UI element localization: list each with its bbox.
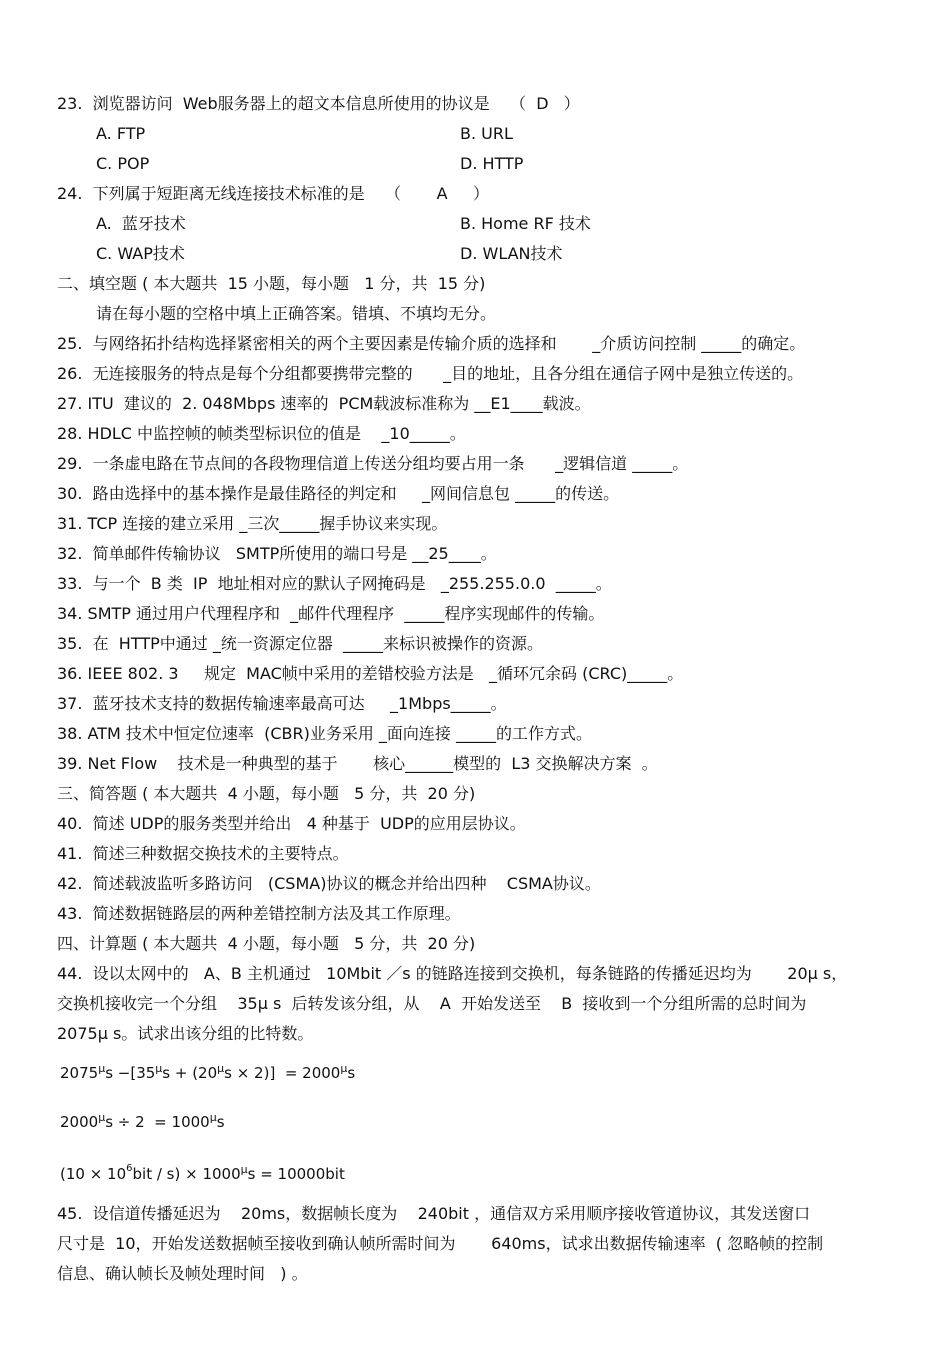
question-41: 41. 简述三种数据交换技术的主要特点。 — [57, 844, 349, 863]
question-25: 25. 与网络拓扑结构选择紧密相关的两个主要因素是传输介质的选择和 _介质访问控制 _____的确定。 — [57, 334, 806, 353]
question-32: 32. 简单邮件传输协议 SMTP所使用的端口号是 __25____。 — [57, 544, 497, 563]
question-27: 27. ITU 建议的 2. 048Mbps 速率的 PCM载波标准称为 __E1____载波。 — [57, 394, 591, 413]
q23-option-b: B. URL — [460, 124, 513, 143]
q24-option-d: D. WLAN技术 — [460, 244, 563, 263]
section-2-instruction: 请在每小题的空格中填上正确答案。错填、不填均无分。 — [96, 304, 497, 323]
q24-option-a: A. 蓝牙技术 — [96, 214, 186, 233]
q24-option-b: B. Home RF 技术 — [460, 214, 591, 233]
question-26: 26. 无连接服务的特点是每个分组都要携带完整的 _目的地址，且各分组在通信子网中是独立传送的。 — [57, 364, 804, 383]
q23-option-d: D. HTTP — [460, 154, 524, 173]
question-45-line-1: 45. 设信道传播延迟为 20ms，数据帧长度为 240bit ，通信双方采用顺序接收管道协议，其发送窗口 — [57, 1204, 811, 1223]
section-3-title: 三、简答题 ( 本大题共 4 小题，每小题 5 分，共 20 分) — [57, 784, 476, 803]
question-39: 39. Net Flow 技术是一种典型的基于 核心______模型的 L3 交换解决方案 。 — [57, 754, 658, 773]
q24-option-c: C. WAP技术 — [96, 244, 185, 263]
question-45-line-2: 尺寸是 10，开始发送数据帧至接收到确认帧所需时间为 640ms，试求出数据传输速率 ( 忽略帧的控制 — [57, 1234, 824, 1253]
question-24: 24. 下列属于短距离无线连接技术标准的是 （ A ） — [57, 184, 489, 203]
question-43: 43. 简述数据链路层的两种差错控制方法及其工作原理。 — [57, 904, 461, 923]
question-28: 28. HDLC 中监控帧的帧类型标识位的值是 _10_____。 — [57, 424, 466, 443]
question-29: 29. 一条虚电路在节点间的各段物理信道上传送分组均要占用一条 _逻辑信道 _____。 — [57, 454, 689, 473]
question-40: 40. 简述 UDP的服务类型并给出 4 种基于 UDP的应用层协议。 — [57, 814, 526, 833]
question-36: 36. IEEE 802. 3 规定 MAC帧中采用的差错校验方法是 _循环冗余码 (CRC)_____。 — [57, 664, 684, 683]
question-45-line-3: 信息、确认帧长及帧处理时间 ) 。 — [57, 1264, 308, 1283]
question-35: 35. 在 HTTP中通过 _统一资源定位器 _____来标识被操作的资源。 — [57, 634, 543, 653]
q23-option-c: C. POP — [96, 154, 150, 173]
question-31: 31. TCP 连接的建立采用 _三次_____握手协议来实现。 — [57, 514, 448, 533]
question-34: 34. SMTP 通过用户代理程序和 _邮件代理程序 _____程序实现邮件的传输。 — [57, 604, 605, 623]
question-42: 42. 简述载波监听多路访问 (CSMA)协议的概念并给出四种 CSMA协议。 — [57, 874, 601, 893]
formula-3: $(10 \times 10^6bit / s) \times 1000^\mu s = 10000bit$ — [60, 1163, 345, 1183]
question-30: 30. 路由选择中的基本操作是最佳路径的判定和 _网间信息包 _____的传送。 — [57, 484, 620, 503]
question-38: 38. ATM 技术中恒定位速率 (CBR)业务采用 _面向连接 _____的工作方式。 — [57, 724, 592, 743]
question-23: 23. 浏览器访问 Web服务器上的超文本信息所使用的协议是 （ D ） — [57, 94, 580, 113]
question-44-line-2: 交换机接收完一个分组 35μ s 后转发该分组，从 A 开始发送至 B 接收到一个分组所需的总时间为 — [57, 994, 807, 1013]
question-33: 33. 与一个 B 类 IP 地址相对应的默认子网掩码是 _255.255.0.0 _____。 — [57, 574, 612, 593]
formula-2: $2000^\mu s \div 2 = 1000^\mu s$ — [60, 1111, 225, 1131]
section-4-title: 四、计算题 ( 本大题共 4 小题，每小题 5 分，共 20 分) — [57, 934, 476, 953]
question-44-line-1: 44. 设以太网中的 A、B 主机通过 10Mbit ／s 的链路连接到交换机，每条链路的传播延迟均为 20μ s， — [57, 964, 848, 983]
question-37: 37. 蓝牙技术支持的数据传输速率最高可达 _1Mbps_____。 — [57, 694, 507, 713]
question-44-line-3: 2075μ s。试求出该分组的比特数。 — [57, 1024, 314, 1043]
formula-1: $2075^\mu s -[35^\mu s + (20^\mu s \times 2)] = 2000^\mu s$ — [60, 1062, 356, 1082]
q23-option-a: A. FTP — [96, 124, 146, 143]
section-2-title: 二、填空题 ( 本大题共 15 小题，每小题 1 分，共 15 分) — [57, 274, 486, 293]
